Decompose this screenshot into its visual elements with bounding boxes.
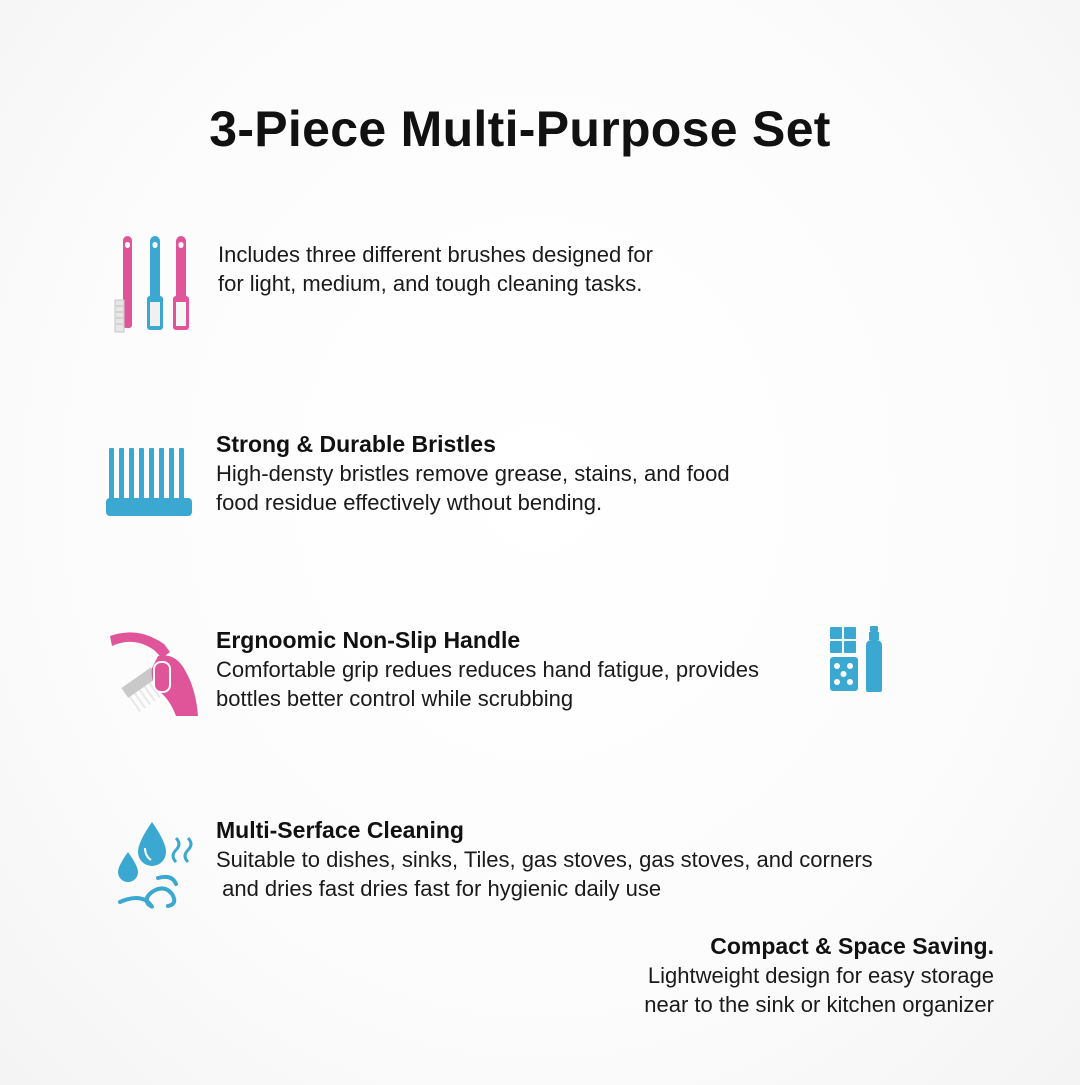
feature-5-line-2: near to the sink or kitchen organizer — [638, 992, 994, 1017]
feature-4-line-1: Suitable to dishes, sinks, Tiles, gas stoves, gas stoves, and corners — [216, 847, 873, 872]
tiles-bottle-icon — [826, 624, 888, 694]
feature-5-line-1: Lightweight design for easy storage — [647, 963, 994, 988]
three-brushes-icon — [108, 232, 198, 336]
feature-3-heading: Ergnoomic Non-Slip Handle — [216, 627, 521, 653]
feature-4-line-2: and dries fast dries fast for hygienic daily use — [216, 876, 662, 901]
feature-2-line-2: food residue effectively wthout bending. — [216, 490, 603, 515]
feature-1-text — [218, 240, 653, 298]
feature-4-text — [216, 816, 873, 903]
feature-3-line-2: bottles better control while scrubbing — [216, 686, 574, 711]
page-title: 3-Piece Multi-Purpose Set — [209, 101, 831, 157]
feature-5-heading: Compact & Space Saving. — [710, 933, 994, 959]
feature-4-heading: Multi-Serface Cleaning — [216, 817, 464, 843]
feature-3-text — [216, 626, 759, 713]
hand-brush-icon — [104, 622, 204, 720]
feature-1-line-1: Includes three different brushes designed for — [218, 242, 653, 267]
feature-1-line-2: for light, medium, and tough cleaning tasks. — [218, 271, 643, 296]
feature-2-line-1: High-densty bristles remove grease, stains, and food — [216, 461, 730, 486]
feature-2-text — [216, 430, 730, 517]
feature-5-text — [638, 932, 994, 1019]
water-drops-icon — [108, 818, 200, 912]
feature-3-line-1: Comfortable grip redues reduces hand fatigue, provides — [216, 657, 759, 682]
bristles-icon — [104, 444, 196, 520]
feature-2-heading: Strong & Durable Bristles — [216, 431, 496, 457]
